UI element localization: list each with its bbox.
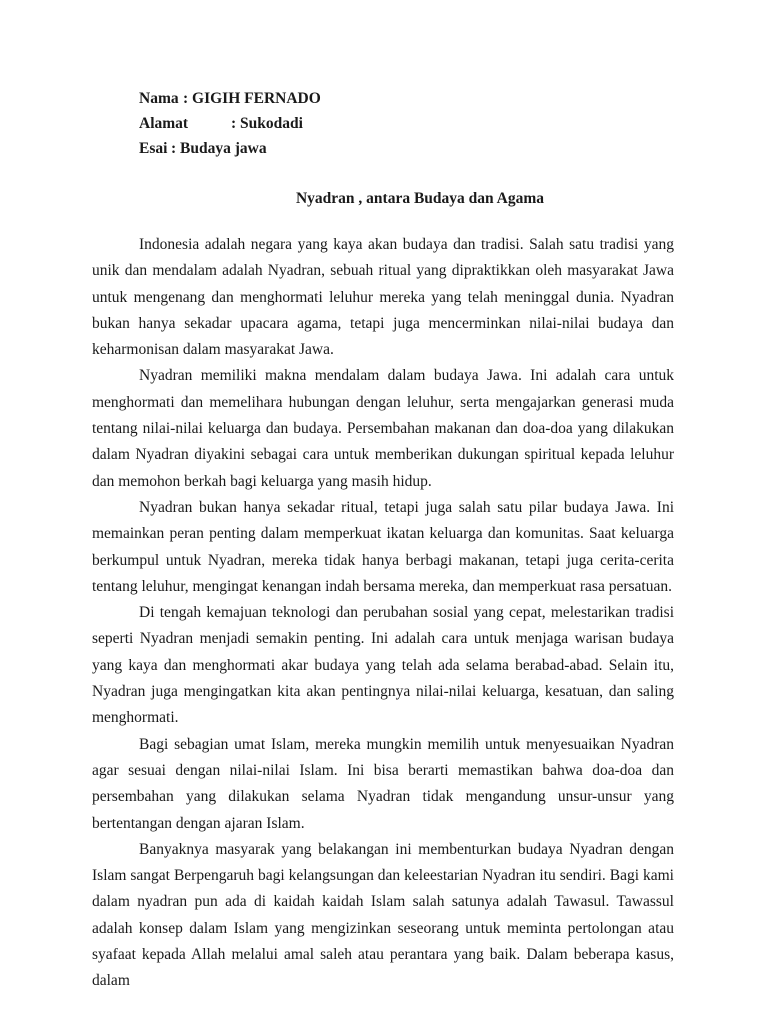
esai-value: : Budaya jawa xyxy=(171,140,267,157)
paragraph: Nyadran memiliki makna mendalam dalam budaya Jawa. Ini adalah cara untuk menghormati dan memelihara hubungan dengan leluhur, serta mengajarkan generasi muda tentang nilai-nilai keluarga dan budaya. Persembahan makanan dan doa-doa yang dilakukan dalam Nyadran diyakini sebagai cara untuk memberikan dukungan spiritual kepada leluhur dan memohon berkah bagi keluarga yang masih hidup. xyxy=(92,367,674,490)
document-header xyxy=(139,86,321,161)
paragraph: Indonesia adalah negara yang kaya akan budaya dan tradisi. Salah satu tradisi yang unik dan mendalam adalah Nyadran, sebuah ritual yang dipraktikkan oleh masyarakat Jawa untuk mengenang dan menghormati leluhur mereka yang telah meninggal dunia. Nyadran bukan hanya sekadar upacara agama, tetapi juga mencerminkan nilai-nilai budaya dan keharmonisan dalam masyarakat Jawa. xyxy=(92,236,674,359)
paragraph: Banyaknya masyarak yang belakangan ini membenturkan budaya Nyadran dengan Islam sangat Berpengaruh bagi kelangsungan dan keleestarian Nyadran itu sendiri. Bagi kami dalam nyadran pun ada di kaidah kaidah Islam salah satunya adalah Tawasul. Tawassul adalah konsep dalam Islam yang mengizinkan seseorang untuk meminta pertolongan atau syafaat kepada Allah melalui amal saleh atau perantara yang baik. Dalam beberapa kasus, dalam xyxy=(92,840,674,990)
header-alamat-row xyxy=(139,111,321,136)
name-value: : GIGIH FERNADO xyxy=(183,90,321,107)
alamat-label: Alamat xyxy=(139,115,189,132)
alamat-value: : Sukodadi xyxy=(231,115,303,132)
esai-label: Esai xyxy=(139,140,168,157)
essay-title: Nyadran , antara Budaya dan Agama xyxy=(295,190,545,207)
name-label: Nama xyxy=(139,90,179,107)
essay-body xyxy=(92,232,674,995)
paragraph: Nyadran bukan hanya sekadar ritual, tetapi juga salah satu pilar budaya Jawa. Ini memainkan peran penting dalam memperkuat ikatan keluarga dan komunitas. Saat keluarga berkumpul untuk Nyadran, mereka tidak hanya berbagi makanan, tetapi juga cerita-cerita tentang leluhur, mengingat kenangan indah bersama mereka, dan memperkuat rasa persatuan. xyxy=(92,498,674,595)
header-name-row xyxy=(139,86,321,111)
paragraph: Di tengah kemajuan teknologi dan perubahan sosial yang cepat, melestarikan tradisi seperti Nyadran menjadi semakin penting. Ini adalah cara untuk menjaga warisan budaya yang kaya dan menghormati akar budaya yang telah ada selama berabad-abad. Selain itu, Nyadran juga mengingatkan kita akan pentingnya nilai-nilai keluarga, kesatuan, dan saling menghormati. xyxy=(92,604,674,727)
paragraph: Bagi sebagian umat Islam, mereka mungkin memilih untuk menyesuaikan Nyadran agar sesuai dengan nilai-nilai Islam. Ini bisa berarti memastikan bahwa doa-doa dan persembahan yang dilakukan selama Nyadran tidak mengandung unsur-unsur yang bertentangan dengan ajaran Islam. xyxy=(92,735,674,832)
header-esai-row xyxy=(139,136,321,161)
